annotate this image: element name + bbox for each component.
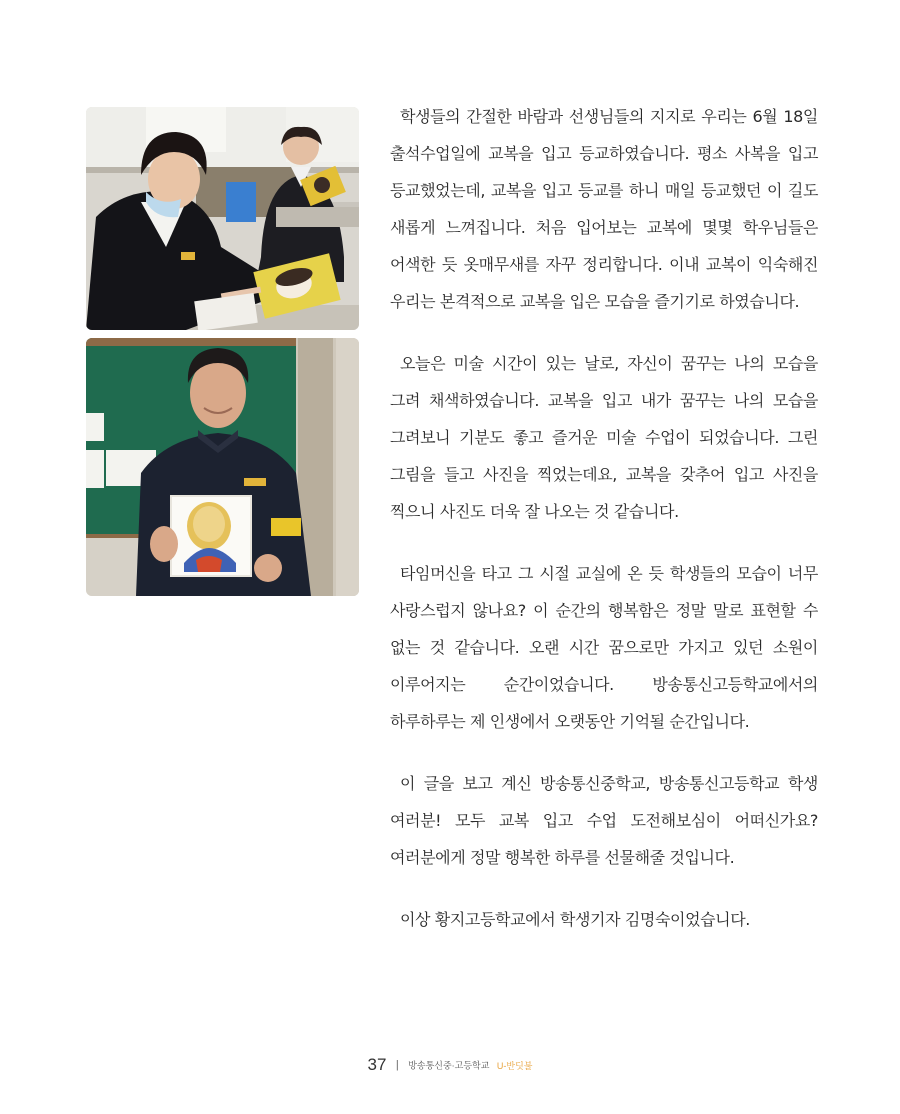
- classroom-painting-photo: [86, 107, 359, 330]
- article-byline: 이상 황지고등학교에서 학생기자 김명숙이었습니다.: [400, 910, 750, 929]
- article-body: [390, 98, 818, 963]
- student-portrait-photo: [86, 338, 359, 596]
- student-portrait-image: [86, 338, 359, 596]
- page-number: 37: [367, 1055, 387, 1074]
- footer-brand: U-반딧불: [496, 1060, 533, 1071]
- article-paragraph: 이 글을 보고 계신 방송통신중학교, 방송통신고등학교 학생 여러분! 모두 교복 입고 수업 도전해보심이 어떠신가요? 여러분에게 정말 행복한 하루를 선물해줄 것입니다.: [390, 774, 818, 867]
- article-paragraph: 오늘은 미술 시간이 있는 날로, 자신이 꿈꾸는 나의 모습을 그려 채색하였습니다. 교복을 입고 내가 꿈꾸는 나의 모습을 그려보니 기분도 좋고 즐거운 미술 수업이 되었습니다. 그린 그림을 들고 사진을 찍었는데요, 교복을 갖추어 입고 사진을 찍으니 사진도 더욱 잘 나오는 것 같습니다.: [390, 354, 818, 521]
- footer-school-name: 방송통신중·고등학교: [408, 1060, 490, 1071]
- footer-separator: |: [395, 1059, 399, 1071]
- article-paragraph: 학생들의 간절한 바람과 선생님들의 지지로 우리는 6월 18일 출석수업일에 교복을 입고 등교하였습니다. 평소 사복을 입고 등교했었는데, 교복을 입고 등교를 하니 매일 등교했던 이 길도 새롭게 느껴집니다. 처음 입어보는 교복에 몇몇 학우님들은 어색한 듯 옷매무새를 자꾸 정리합니다. 이내 교복이 익숙해진 우리는 본격적으로 교복을 입은 모습을 즐기기로 하였습니다.: [390, 107, 818, 311]
- classroom-painting-image: [86, 107, 359, 330]
- page-footer: [0, 1055, 900, 1075]
- article-paragraph: 타임머신을 타고 그 시절 교실에 온 듯 학생들의 모습이 너무 사랑스럽지 않나요? 이 순간의 행복함은 정말 말로 표현할 수 없는 것 같습니다. 오랜 시간 꿈으로만 가지고 있던 소원이 이루어지는 순간이었습니다. 방송통신고등학교에서의 하루하루는 제 인생에서 오랫동안 기억될 순간입니다.: [390, 564, 818, 731]
